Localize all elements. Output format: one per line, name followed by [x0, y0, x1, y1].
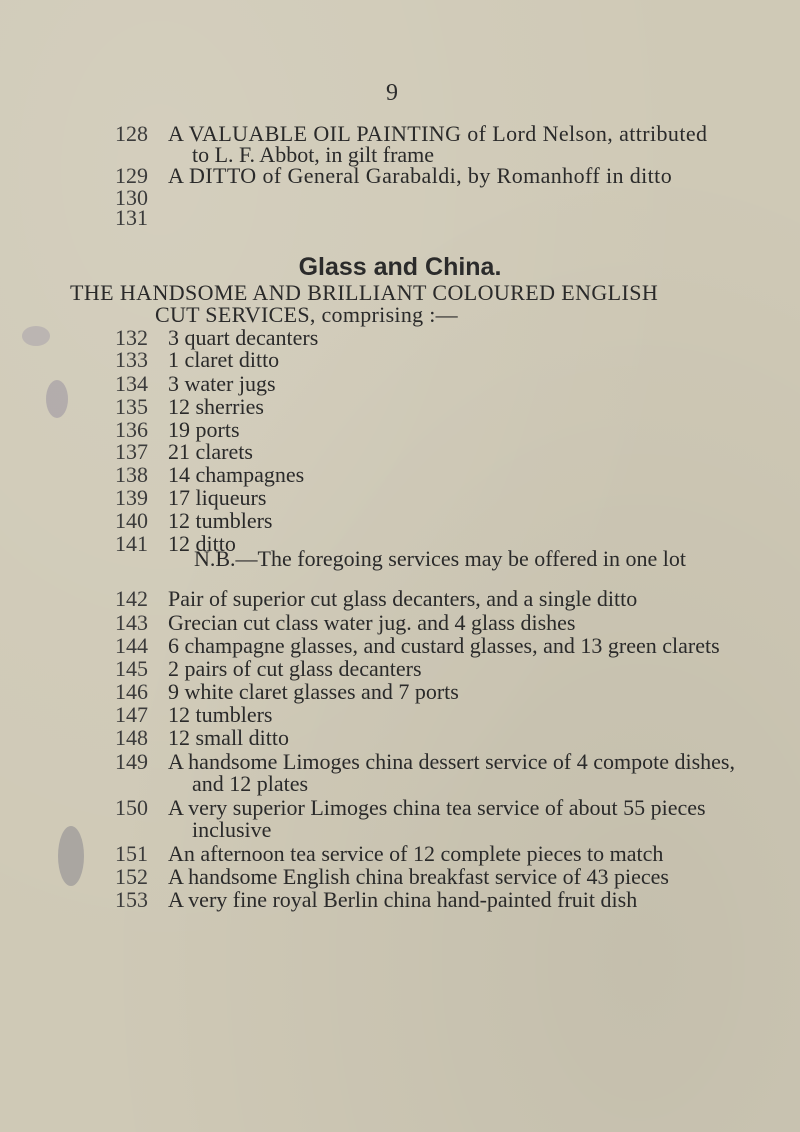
- lot-description: A DITTO of General Garabaldi, by Romanhoff in ditto: [168, 163, 673, 188]
- lot-number: 133: [115, 347, 148, 372]
- lot-description: 14 champagnes: [168, 462, 305, 487]
- section-heading: Glass and China.: [298, 253, 502, 281]
- lot-description: A VALUABLE OIL PAINTING of Lord Nelson, attributed: [168, 121, 708, 146]
- lot-number: 130: [115, 185, 148, 210]
- lot-description: A very fine royal Berlin china hand-painted fruit dish: [168, 887, 638, 912]
- lot-number: 140: [115, 508, 148, 533]
- lot-description: 12 tumblers: [168, 508, 273, 533]
- lot-number: 142: [115, 586, 148, 611]
- lot-description: 12 sherries: [168, 394, 264, 419]
- lot-number: 146: [115, 679, 148, 704]
- lot-description: 2 pairs of cut glass decanters: [168, 656, 422, 681]
- lot-description: Pair of superior cut glass decanters, and a single ditto: [168, 586, 638, 611]
- lot-number: 144: [115, 633, 148, 658]
- lot-number: 153: [115, 887, 148, 912]
- lot-description: An afternoon tea service of 12 complete pieces to match: [168, 841, 664, 866]
- lot-number: 149: [115, 749, 148, 774]
- lot-description: 3 water jugs: [168, 371, 276, 396]
- nb-note: N.B.—The foregoing services may be offered in one lot: [194, 546, 687, 571]
- lot-description: 12 ditto: [168, 531, 236, 556]
- lot-number: 136: [115, 417, 148, 442]
- lot-description-continued: inclusive: [192, 817, 272, 842]
- lot-description: 3 quart decanters: [168, 325, 319, 350]
- lot-description: 21 clarets: [168, 439, 253, 464]
- lot-number: 148: [115, 725, 148, 750]
- lot-description: A handsome English china breakfast service of 43 pieces: [168, 864, 669, 889]
- lot-description: Grecian cut class water jug. and 4 glass dishes: [168, 610, 576, 635]
- section-intro-continued: CUT SERVICES, comprising :—: [155, 302, 458, 327]
- lot-description: 12 small ditto: [168, 725, 289, 750]
- lot-number: 128: [115, 121, 148, 146]
- lot-number: 151: [115, 841, 148, 866]
- lot-number: 141: [115, 531, 148, 556]
- lot-number: 147: [115, 702, 148, 727]
- section-intro: THE HANDSOME AND BRILLIANT COLOURED ENGLISH: [70, 280, 659, 305]
- lot-description: A very superior Limoges china tea service of about 55 pieces: [168, 795, 706, 820]
- lot-description: 1 claret ditto: [168, 347, 280, 372]
- lot-description: 6 champagne glasses, and custard glasses, and 13 green clarets: [168, 633, 720, 658]
- lot-description: 19 ports: [168, 417, 240, 442]
- lot-number: 139: [115, 485, 148, 510]
- lot-number: 145: [115, 656, 148, 681]
- page-number: 9: [386, 80, 398, 106]
- lot-number: 138: [115, 462, 148, 487]
- lot-number: 134: [115, 371, 148, 396]
- lot-description: 17 liqueurs: [168, 485, 267, 510]
- lot-number: 150: [115, 795, 148, 820]
- lot-number: 143: [115, 610, 148, 635]
- lot-number: 137: [115, 439, 148, 464]
- lot-description: 9 white claret glasses and 7 ports: [168, 679, 459, 704]
- lot-description-continued: and 12 plates: [192, 771, 309, 796]
- lot-number: 152: [115, 864, 148, 889]
- lot-description-continued: to L. F. Abbot, in gilt frame: [192, 142, 435, 167]
- lot-number: 132: [115, 325, 148, 350]
- lot-number: 135: [115, 394, 148, 419]
- lot-number: 129: [115, 163, 148, 188]
- lot-description: 12 tumblers: [168, 702, 273, 727]
- lot-number: 131: [115, 205, 148, 230]
- lot-description: A handsome Limoges china dessert service of 4 compote dishes,: [168, 749, 735, 774]
